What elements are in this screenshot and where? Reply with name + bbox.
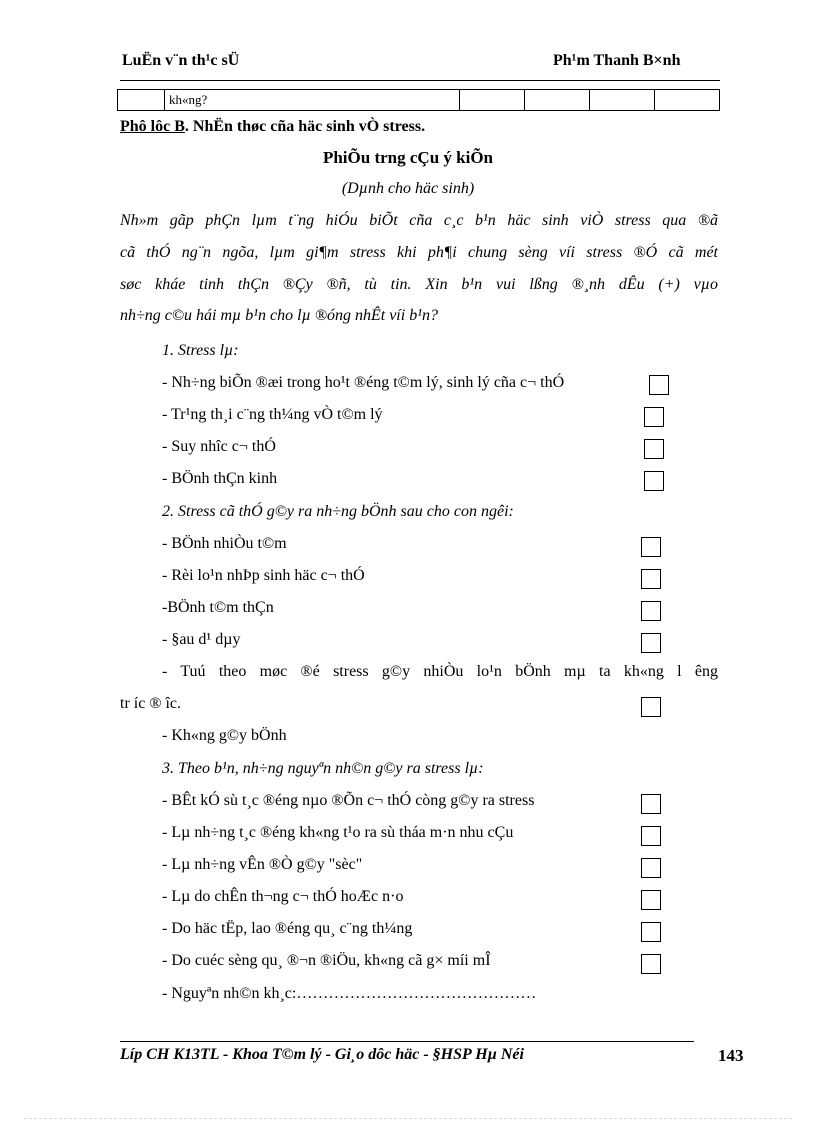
header-author: Ph¹m Thanh B×nh xyxy=(553,52,681,69)
checkbox[interactable] xyxy=(649,375,669,395)
option-label-continued: tr íc ® îc. xyxy=(120,695,182,712)
form-subtitle: (Dµnh cho häc sinh) xyxy=(341,180,475,197)
checkbox[interactable] xyxy=(644,471,664,491)
intro-line: søc kháe tinh thÇn ®Çy ®ñ, tù tin. Xin b¹n vui lßng ®¸nh dÊu (+) vµo xyxy=(120,276,718,293)
option-label: - BÊt kÓ sù t¸c ®éng nµo ®Õn c¬ thÓ còng g©y ra stress xyxy=(162,792,535,809)
option-label: - BÖnh nhiÒu t©m xyxy=(162,535,287,552)
page-edge-divider xyxy=(24,1118,792,1119)
option-label: - Rèi lo¹n nhÞp sinh häc c¬ thÓ xyxy=(162,567,365,584)
option-label: - Kh«ng g©y bÖnh xyxy=(162,727,287,744)
checkbox[interactable] xyxy=(641,633,661,653)
continuation-table xyxy=(117,89,720,111)
intro-line: nh÷ng c©u hái mµ b¹n cho lµ ®óng nhÊt víi b¹n? xyxy=(120,307,438,324)
checkbox[interactable] xyxy=(641,697,661,717)
option-label: -BÖnh t©m thÇn xyxy=(162,599,274,616)
option-label: - BÖnh thÇn kinh xyxy=(162,470,278,487)
page-number: 143 xyxy=(718,1046,744,1065)
checkbox[interactable] xyxy=(641,922,661,942)
checkbox[interactable] xyxy=(644,407,664,427)
checkbox[interactable] xyxy=(641,954,661,974)
header-rule xyxy=(120,80,720,81)
question-2-title: 2. Stress cã thÓ g©y ra nh÷ng bÖnh sau cho con ngêi: xyxy=(162,503,514,520)
form-title: PhiÕu trng cÇu ý kiÕn xyxy=(322,148,494,167)
checkbox[interactable] xyxy=(641,826,661,846)
option-label-other: - Nguyªn nh©n kh¸c:……………………………………… xyxy=(162,985,537,1002)
option-label: - Lµ nh÷ng t¸c ®éng kh«ng t¹o ra sù tháa m·n nhu cÇu xyxy=(162,824,514,841)
option-label: - Do cuéc sèng qu¸ ®¬n ®iÖu, kh«ng cã g× míi mÎ xyxy=(162,952,491,969)
header-thesis-title: LuËn v¨n th¹c sÜ xyxy=(122,52,240,69)
checkbox[interactable] xyxy=(641,858,661,878)
checkbox[interactable] xyxy=(641,794,661,814)
appendix-heading: Phô lôc B. NhËn thøc cña häc sinh vÒ stress. xyxy=(120,118,426,135)
footer-rule xyxy=(120,1041,694,1042)
table-row xyxy=(118,90,720,111)
intro-line: cã thÓ ng¨n ngõa, lµm gi¶m stress khi ph¶i chung sèng víi stress ®Ó cã mét xyxy=(120,244,718,261)
option-label: - §au d¹ dµy xyxy=(162,631,241,648)
table-cell: kh«ng? xyxy=(165,90,460,111)
checkbox[interactable] xyxy=(644,439,664,459)
option-label: - Suy nhîc c¬ thÓ xyxy=(162,438,276,455)
question-3-title: 3. Theo b¹n, nh÷ng nguyªn nh©n g©y ra stress lµ: xyxy=(162,760,484,777)
question-1-title: 1. Stress lµ: xyxy=(162,342,239,359)
checkbox[interactable] xyxy=(641,601,661,621)
option-label: - Nh÷ng biÕn ®æi trong ho¹t ®éng t©m lý, sinh lý cña c¬ thÓ xyxy=(162,374,565,391)
option-label: - Tr¹ng th¸i c¨ng th¼ng vÒ t©m lý xyxy=(162,406,383,423)
option-label: - Do häc tËp, lao ®éng qu¸ c¨ng th¼ng xyxy=(162,920,413,937)
option-label: - Lµ do chÊn th¬ng c¬ thÓ hoÆc n·o xyxy=(162,888,404,905)
footer-institution: Líp CH K13TL - Khoa T©m lý - Gi¸o dôc häc - §HSP Hµ Néi xyxy=(120,1046,524,1063)
checkbox[interactable] xyxy=(641,569,661,589)
checkbox[interactable] xyxy=(641,890,661,910)
intro-line: Nh»m gãp phÇn lµm t¨ng hiÓu biÕt cña c¸c b¹n häc sinh viÒ stress qua ®ã xyxy=(120,212,718,229)
option-label: - Lµ nh÷ng vÊn ®Ò g©y "sèc" xyxy=(162,856,363,873)
checkbox[interactable] xyxy=(641,537,661,557)
option-label: - Tuú theo møc ®é stress g©y nhiÒu lo¹n bÖnh mµ ta kh«ng l êng xyxy=(162,663,718,680)
